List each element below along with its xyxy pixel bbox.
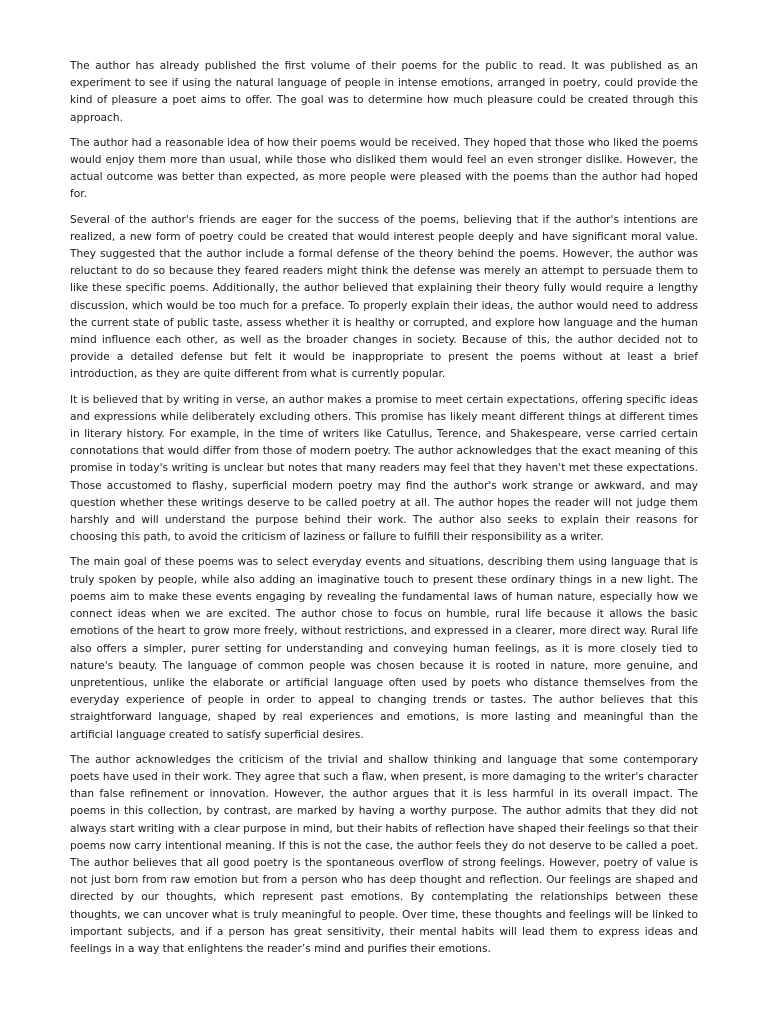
paragraph-5: The main goal of these poems was to select everyday events and situations, describing them using language that is truly spoken by people, while also adding an imaginative touch to present these ordinary things in a new light. The poems aim to make these events engaging by revealing the fundamental laws of human nature, especially how we connect ideas when we are excited. The author chose to focus on humble, rural life because it allows the basic emotions of the heart to grow more freely, without restrictions, and expressed in a clearer, more direct way. Rural life also offers a simpler, purer setting for understanding and conveying human feelings, as it is more closely tied to nature's beauty. The language of common people was chosen because it is rooted in nature, more genuine, and unpretentious, unlike the elaborate or artificial language often used by poets who distance themselves from the everyday experience of people in order to appeal to changing trends or tastes. The author believes that this straightforward language, shaped by real experiences and emotions, is more lasting and meaningful than the artificial language created to satisfy superficial desires. (70, 556, 698, 741)
document-page (70, 58, 698, 966)
paragraph-6: The author acknowledges the criticism of the trivial and shallow thinking and language that some contemporary poets have used in their work. They agree that such a flaw, when present, is more damaging to the writer's character than false refinement or innovation. However, the author argues that it is less harmful in its overall impact. The poems in this collection, by contrast, are marked by having a worthy purpose. The author admits that they did not always start writing with a clear purpose in mind, but their habits of reflection have shaped their feelings so that their poems now carry intentional meaning. If this is not the case, the author feels they do not deserve to be called a poet. The author believes that all good poetry is the spontaneous overflow of strong feelings. However, poetry of value is not just born from raw emotion but from a person who has deep thought and reflection. Our feelings are shaped and directed by our thoughts, which represent past emotions. By contemplating the relationships between these thoughts, we can uncover what is truly meaningful to people. Over time, these thoughts and feelings will be linked to important subjects, and if a person has great sensitivity, their mental habits will lead them to express ideas and feelings in a way that enlightens the reader’s mind and purifies their emotions. (70, 753, 698, 955)
paragraph-1: The author has already published the first volume of their poems for the public to read. It was published as an experiment to see if using the natural language of people in intense emotions, arranged in poetry, could provide the kind of pleasure a poet aims to offer. The goal was to determine how much pleasure could be created through this approach. (70, 60, 698, 124)
paragraph-4: It is believed that by writing in verse, an author makes a promise to meet certain expectations, offering specific ideas and expressions while deliberately excluding others. This promise has likely meant different things at different times in literary history. For example, in the time of writers like Catullus, Terence, and Shakespeare, verse carried certain connotations that would differ from those of modern poetry. The author acknowledges that the exact meaning of this promise in today's writing is unclear but notes that many readers may feel that they haven't met these expectations. Those accustomed to flashy, superficial modern poetry may find the author's work strange or awkward, and may question whether these writings deserve to be called poetry at all. The author hopes the reader will not judge them harshly and will understand the purpose behind their work. The author also seeks to explain their reasons for choosing this path, to avoid the criticism of laziness or failure to fulfill their responsibility as a writer. (70, 393, 698, 544)
paragraph-3: Several of the author's friends are eager for the success of the poems, believing that if the author's intentions are realized, a new form of poetry could be created that would interest people deeply and have significant moral value. They suggested that the author include a formal defense of the theory behind the poems. However, the author was reluctant to do so because they feared readers might think the defense was merely an attempt to persuade them to like these specific poems. Additionally, the author believed that explaining their theory fully would require a lengthy discussion, which would be too much for a preface. To properly explain their ideas, the author would need to address the current state of public taste, assess whether it is healthy or corrupted, and explore how language and the human mind influence each other, as well as the broader changes in society. Because of this, the author decided not to provide a detailed defense but felt it would be inappropriate to present the poems without at least a brief introduction, as they are quite different from what is currently popular. (70, 213, 698, 381)
paragraph-2: The author had a reasonable idea of how their poems would be received. They hoped that those who liked the poems would enjoy them more than usual, while those who disliked them would feel an even stronger dislike. However, the actual outcome was better than expected, as more people were pleased with the poems than the author had hoped for. (70, 136, 698, 201)
